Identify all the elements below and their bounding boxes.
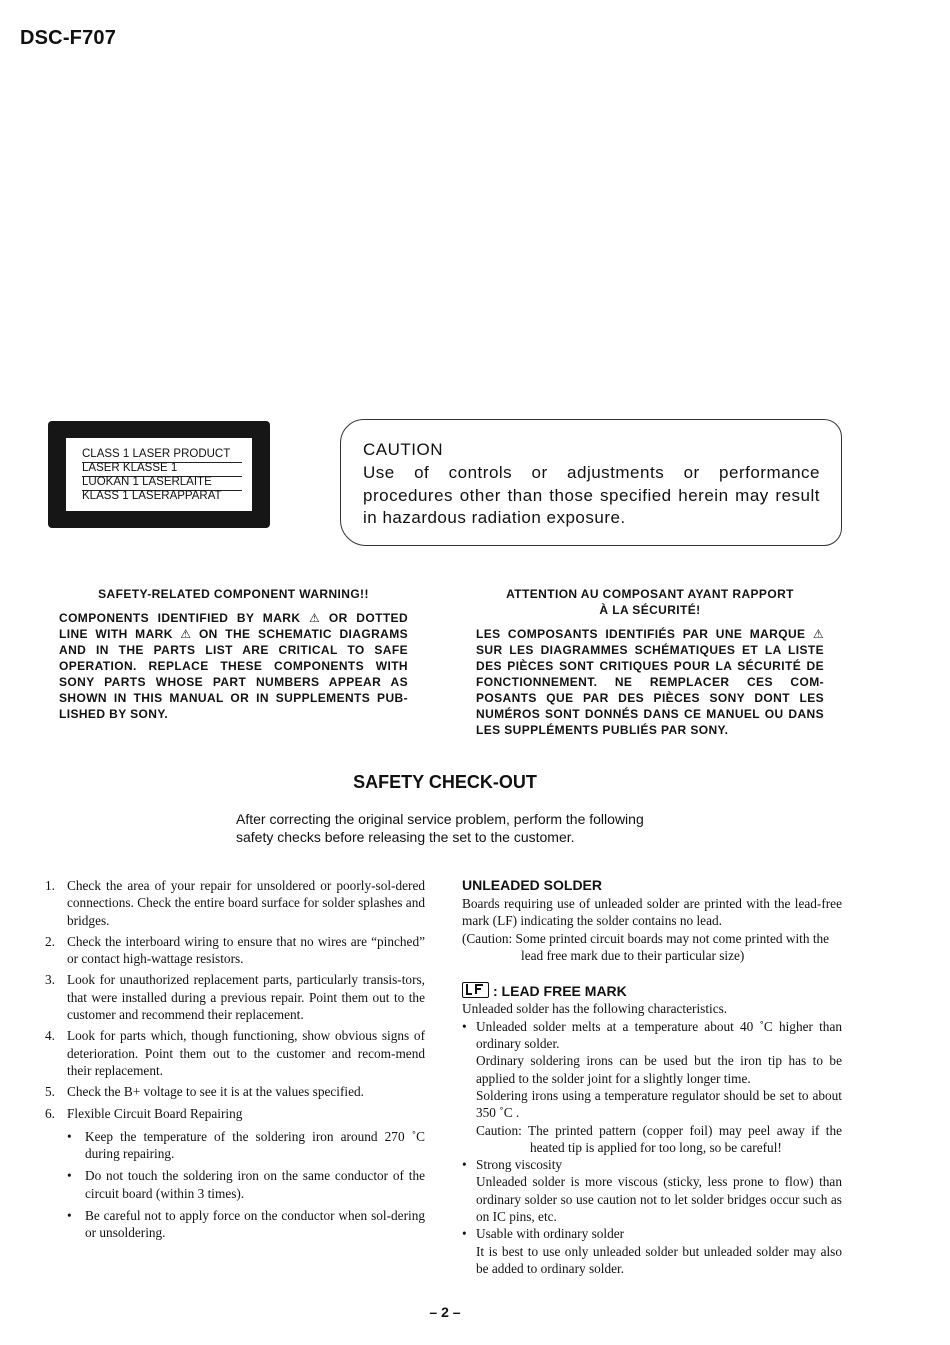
model-name: DSC-F707 [20,27,117,49]
caution-box [340,419,842,546]
intro-line: safety checks before releasing the set to the customer. [236,829,575,845]
lead-free-caution: Caution: The printed pattern (copper foil) may peel away if the heated tip is applied for too long, so be careful! [476,1122,842,1155]
step-text: Look for unauthorized replacement parts, particularly transis-tors, that were installed during a previous repair. Point them out to the customer and recommend their replacement. [67,972,425,1023]
lead-free-item-text: Unleaded solder is more viscous (sticky, less prone to flow) than ordinary solder so use caution not to let solder bridges occur such as on IC pins, etc. [476,1174,842,1225]
safety-fr-text: SUR LES DIAGRAMMES SCHÉMATIQUES ET LA LISTE DES PIÈCES SONT CRITIQUES POUR LA SÉCURITÉ DE FONCTIONNEMENT. NE REMPLACER CES COM-POSANTS QUE PAR DES PIÈCES SONY DONT LES NUMÉROS SONT DONNÉS DANS CE MANUEL OU DANS LES SUPPLÉMENTS PUBLIÉS PAR SONY. [476,643,824,737]
safety-warning-en-title: SAFETY-RELATED COMPONENT WARNING!! [98,587,369,601]
step-item [45,1105,425,1242]
intro-line: After correcting the original service problem, perform the following [236,811,644,827]
unleaded-solder-body: Boards requiring use of unleaded solder are printed with the lead-free mark (LF) indicating the solder contains no lead. [462,896,842,929]
safety-fr-text: LES COMPOSANTS IDENTIFIÉS PAR UNE MARQUE [476,627,806,641]
step-number: 2. [45,933,55,949]
unleaded-solder-caution: (Caution: Some printed circuit boards may not come printed with the lead free mark due to their particular size) [462,930,830,963]
safety-warning-en [59,586,408,722]
step-item [45,933,425,968]
lead-free-item-title: • Strong viscosity [476,1157,563,1173]
laser-line: LUOKAN 1 LASERLAITE [82,476,242,491]
caution-title: CAUTION [363,440,443,459]
step-number: 5. [45,1084,55,1100]
laser-line: CLASS 1 LASER PRODUCT [82,448,242,463]
safety-warning-fr [476,586,824,738]
step-text: Flexible Circuit Board Repairing [67,1105,243,1121]
lead-free-title: : LEAD FREE MARK [493,983,627,1000]
laser-line: LASER KLASSE 1 [82,462,242,477]
caution-body: Use of controls or adjustments or performance procedures other than those specified herein may result in hazardous radiation exposure. [363,463,820,527]
safety-warning-fr-title-2: À LA SÉCURITÉ! [599,603,701,617]
lead-free-item [462,1018,842,1156]
step-item [45,877,425,929]
step-number: 6. [45,1105,55,1121]
safety-warning-fr-title-1: ATTENTION AU COMPOSANT AYANT RAPPORT [506,587,794,601]
step-item [45,1083,425,1100]
flex-repair-list [67,1128,425,1242]
lead-free-item-title: • Usable with ordinary solder [476,1226,625,1242]
safety-en-text: OR DOTTED LINE WITH MARK [59,611,409,641]
safety-en-text: ON THE SCHEMATIC DIAGRAMS AND IN THE PARTS LIST ARE CRITICAL TO SAFE OPERATION. REPLACE THESE COMPONENTS WITH SONY PARTS WHOSE PART NUMBERS APPEAR AS SHOWN IN THIS MANUAL OR IN SUPPLEMENTS PUB-LISHED BY SONY. [59,627,409,721]
laser-line: KLASS 1 LASERAPPARAT [82,490,222,502]
step-number: 1. [45,878,55,893]
step-item [45,971,425,1023]
lead-free-heading [462,982,842,1000]
safety-en-text: COMPONENTS IDENTIFIED BY MARK [59,611,301,625]
lead-free-item [462,1156,842,1225]
lead-free-item-text: Soldering irons using a temperature regulator should be set to about 350 ˚C . [476,1087,842,1121]
lead-free-item-text: It is best to use only unleaded solder but unleaded solder may also be added to ordinary solder. [476,1243,842,1276]
flex-repair-item: • Be careful not to apply force on the conductor when sol-dering or unsoldering. [67,1207,425,1242]
checkout-steps [45,877,425,1247]
lead-free-intro: Unleaded solder has the following characteristics. [462,1001,728,1017]
step-item [45,1027,425,1079]
step-text: Check the area of your repair for unsoldered or poorly-sol-dered connections. Check the entire board surface for solder splashes and bridges. [67,878,425,928]
laser-class-label [48,421,270,528]
warning-triangle-icon: ⚠ [309,611,321,625]
solder-notes [462,877,842,1277]
warning-triangle-icon: ⚠ [180,627,192,641]
step-number: 3. [45,972,55,988]
flex-repair-item: • Do not touch the soldering iron on the same conductor of the circuit board (within 3 times). [67,1167,425,1202]
safety-warning-en-body [59,610,408,722]
safety-checkout-intro [236,810,696,846]
lead-free-item-text: Ordinary soldering irons can be used but the iron tip has to be applied to the solder joint for a slightly longer time. [476,1053,842,1086]
lead-free-mark-icon [462,982,489,998]
lead-free-item [462,1225,842,1277]
step-text: Look for parts which, though functioning, show obvious signs of deterioration. Point them out to the customer and recom-mend their replacement. [67,1028,425,1078]
unleaded-solder-title: UNLEADED SOLDER [462,877,603,893]
lead-free-item-title: • Unleaded solder melts at a temperature about 40 ˚C higher than ordinary solder. [476,1018,842,1052]
page-number: – 2 – [429,1304,461,1320]
step-text: Check the B+ voltage to see it is at the values specified. [67,1084,364,1100]
safety-warning-fr-body [476,626,824,738]
safety-checkout-title: SAFETY CHECK-OUT [353,772,537,792]
step-text: Check the interboard wiring to ensure that no wires are “pinched” or contact high-wattage resistors. [67,933,425,967]
step-number: 4. [45,1028,55,1044]
laser-label-panel [66,438,252,511]
flex-repair-item: • Keep the temperature of the soldering iron around 270 ˚C during repairing. [67,1128,425,1163]
lead-free-characteristics [462,1018,842,1277]
warning-triangle-icon: ⚠ [812,627,825,641]
